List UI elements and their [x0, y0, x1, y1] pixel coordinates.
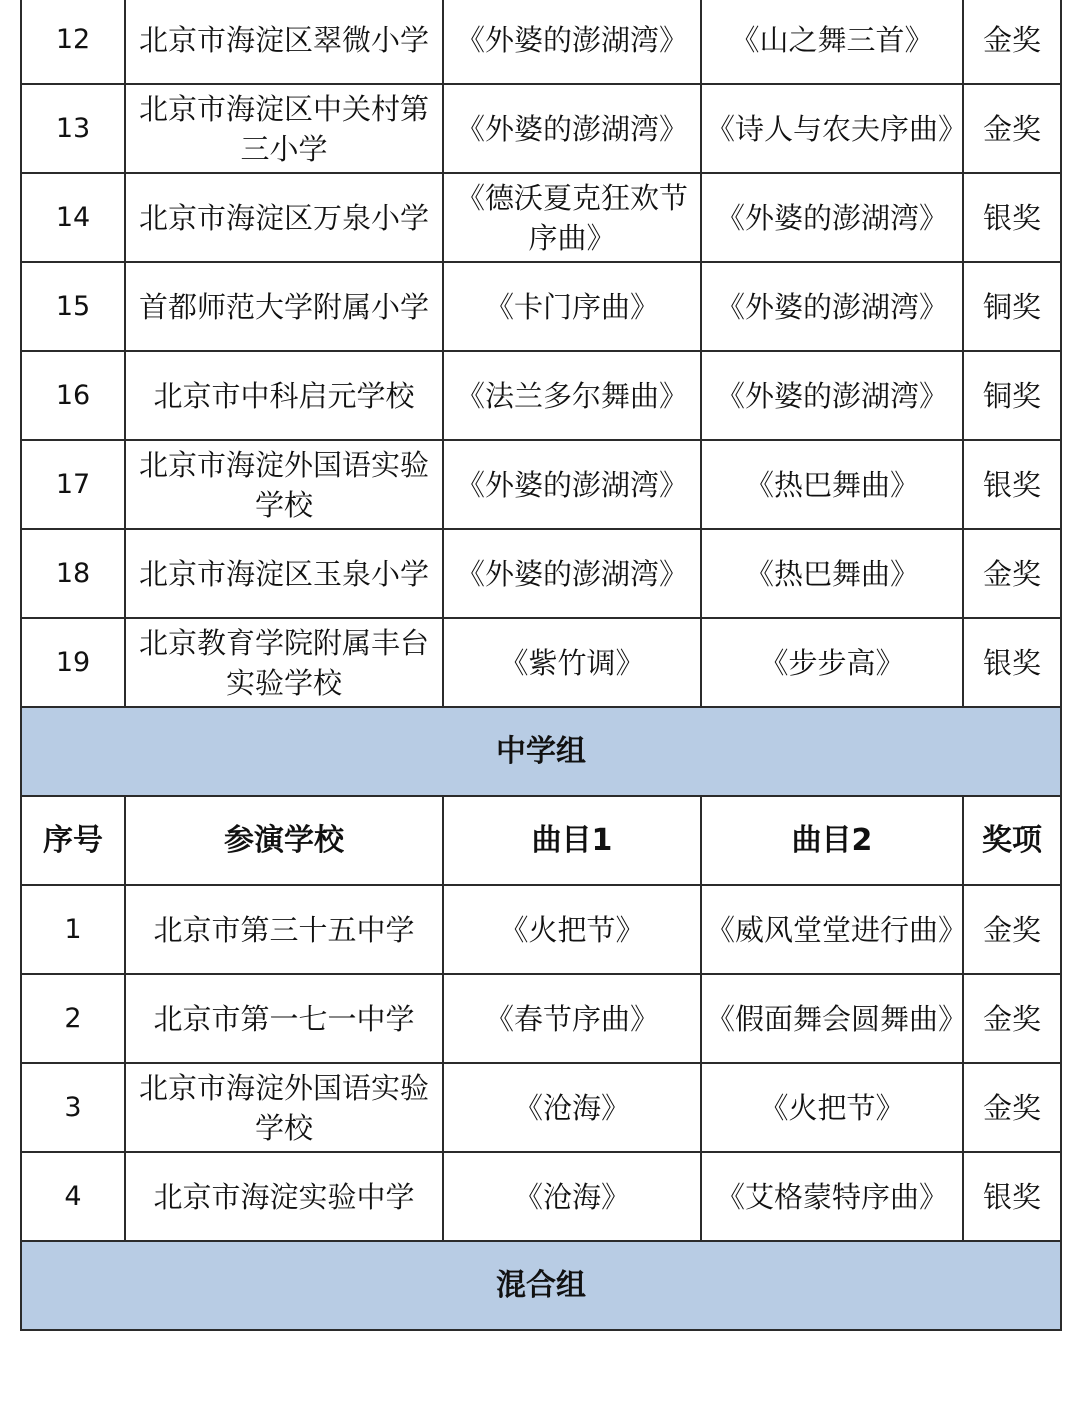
row-number: 13: [21, 84, 125, 173]
table-row: [21, 529, 1061, 618]
piece-2: 《步步高》: [701, 618, 963, 707]
table-row: [21, 262, 1061, 351]
school-name: 北京市海淀外国语实验学校: [125, 1063, 443, 1152]
award: 铜奖: [963, 351, 1061, 440]
school-name: 北京教育学院附属丰台实验学校: [125, 618, 443, 707]
group-title: 中学组: [21, 707, 1061, 796]
award: 银奖: [963, 173, 1061, 262]
row-number: 17: [21, 440, 125, 529]
header-row: [21, 796, 1061, 885]
table-row: [21, 0, 1061, 84]
school-name: 北京市海淀区万泉小学: [125, 173, 443, 262]
row-number: 1: [21, 885, 125, 974]
table-row: [21, 885, 1061, 974]
piece-2: 《威风堂堂进行曲》: [701, 885, 963, 974]
table-row: [21, 974, 1061, 1063]
school-name: 北京市海淀区中关村第三小学: [125, 84, 443, 173]
table-row: [21, 351, 1061, 440]
piece-2: 《外婆的澎湖湾》: [701, 173, 963, 262]
piece-1: 《春节序曲》: [443, 974, 701, 1063]
piece-2: 《艾格蒙特序曲》: [701, 1152, 963, 1241]
header-school: 参演学校: [125, 796, 443, 885]
group-band-middle: [21, 707, 1061, 796]
table-row: [21, 173, 1061, 262]
piece-2: 《外婆的澎湖湾》: [701, 351, 963, 440]
piece-1: 《德沃夏克狂欢节序曲》: [443, 173, 701, 262]
award: 金奖: [963, 84, 1061, 173]
award: 银奖: [963, 1152, 1061, 1241]
award: 金奖: [963, 885, 1061, 974]
row-number: 16: [21, 351, 125, 440]
row-number: 15: [21, 262, 125, 351]
school-name: 北京市中科启元学校: [125, 351, 443, 440]
row-number: 12: [21, 0, 125, 84]
row-number: 19: [21, 618, 125, 707]
school-name: 北京市第一七一中学: [125, 974, 443, 1063]
row-number: 2: [21, 974, 125, 1063]
table-row: [21, 1152, 1061, 1241]
piece-2: 《假面舞会圆舞曲》: [701, 974, 963, 1063]
header-piece-2: 曲目2: [701, 796, 963, 885]
piece-1: 《外婆的澎湖湾》: [443, 440, 701, 529]
award: 铜奖: [963, 262, 1061, 351]
group-band-mixed: [21, 1241, 1061, 1330]
award: 金奖: [963, 529, 1061, 618]
piece-1: 《外婆的澎湖湾》: [443, 84, 701, 173]
header-number: 序号: [21, 796, 125, 885]
piece-1: 《法兰多尔舞曲》: [443, 351, 701, 440]
piece-1: 《外婆的澎湖湾》: [443, 529, 701, 618]
piece-1: 《沧海》: [443, 1063, 701, 1152]
award: 银奖: [963, 618, 1061, 707]
piece-2: 《山之舞三首》: [701, 0, 963, 84]
award: 金奖: [963, 974, 1061, 1063]
table-row: [21, 84, 1061, 173]
primary-group-rows: [21, 0, 1061, 707]
award: 银奖: [963, 440, 1061, 529]
row-number: 18: [21, 529, 125, 618]
school-name: 北京市海淀区翠微小学: [125, 0, 443, 84]
piece-1: 《外婆的澎湖湾》: [443, 0, 701, 84]
group-title: 混合组: [21, 1241, 1061, 1330]
table-row: [21, 1063, 1061, 1152]
award: 金奖: [963, 0, 1061, 84]
school-name: 北京市海淀区玉泉小学: [125, 529, 443, 618]
piece-2: 《热巴舞曲》: [701, 529, 963, 618]
piece-1: 《沧海》: [443, 1152, 701, 1241]
row-number: 3: [21, 1063, 125, 1152]
piece-1: 《紫竹调》: [443, 618, 701, 707]
header-piece-1: 曲目1: [443, 796, 701, 885]
row-number: 14: [21, 173, 125, 262]
piece-2: 《火把节》: [701, 1063, 963, 1152]
piece-2: 《热巴舞曲》: [701, 440, 963, 529]
table-row: [21, 440, 1061, 529]
middle-group-section: [21, 707, 1061, 1241]
table-row: [21, 618, 1061, 707]
mixed-group-section: [21, 1241, 1061, 1330]
school-name: 首都师范大学附属小学: [125, 262, 443, 351]
piece-2: 《外婆的澎湖湾》: [701, 262, 963, 351]
awards-table: [20, 0, 1062, 1331]
school-name: 北京市第三十五中学: [125, 885, 443, 974]
award: 金奖: [963, 1063, 1061, 1152]
piece-1: 《火把节》: [443, 885, 701, 974]
header-award: 奖项: [963, 796, 1061, 885]
piece-1: 《卡门序曲》: [443, 262, 701, 351]
piece-2: 《诗人与农夫序曲》: [701, 84, 963, 173]
row-number: 4: [21, 1152, 125, 1241]
school-name: 北京市海淀实验中学: [125, 1152, 443, 1241]
school-name: 北京市海淀外国语实验学校: [125, 440, 443, 529]
